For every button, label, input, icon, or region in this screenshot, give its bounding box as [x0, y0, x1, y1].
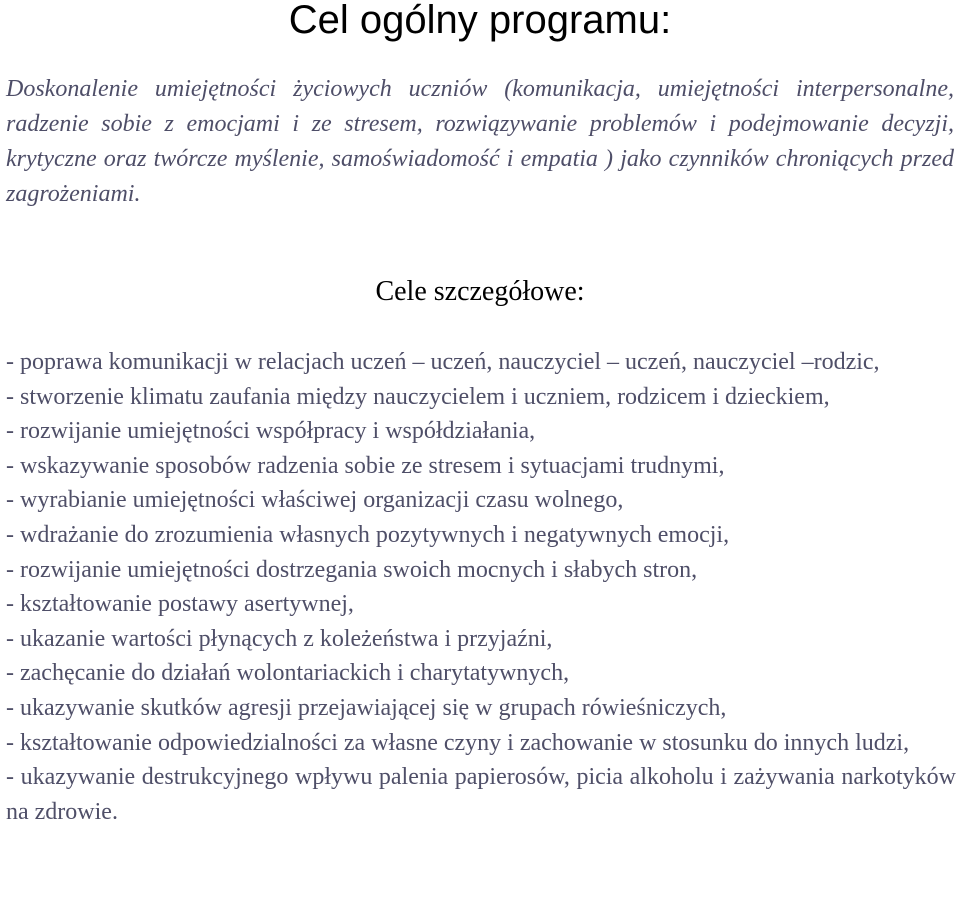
page-title: Cel ogólny programu: [288, 0, 672, 42]
objective-item: - wskazywanie sposobów radzenia sobie ze stresem i sytuacjami trudnymi, [6, 452, 725, 479]
objective-item: - zachęcanie do działań wolontariackich i charytatywnych, [6, 660, 570, 687]
objective-item: - rozwijanie umiejętności współpracy i współdziałania, [6, 418, 536, 445]
objective-item: - rozwijanie umiejętności dostrzegania swoich mocnych i słabych stron, [6, 556, 698, 583]
objective-item: - wyrabianie umiejętności właściwej organizacji czasu wolnego, [6, 487, 624, 514]
objective-item: - kształtowanie postawy asertywnej, [6, 591, 354, 618]
section-subtitle: Cele szczegółowe: [375, 276, 585, 307]
objective-item: - kształtowanie odpowiedzialności za własne czyny i zachowanie w stosunku do innych ludzi, [6, 729, 910, 756]
objective-item: - ukazywanie skutków agresji przejawiającej się w grupach rówieśniczych, [6, 694, 727, 721]
general-goal-paragraph: Doskonalenie umiejętności życiowych uczniów (komunikacja, umiejętności interpersonalne, radzenie sobie z emocjami i ze stresem, rozwiązywanie problemów i podejmowanie decyzji, krytyczne oraz twórcze myślenie, samoświadomość i empatia ) jako czynników chroniących przed zagrożeniami. [6, 76, 954, 207]
objective-item: - ukazywanie destrukcyjnego wpływu palenia papierosów, picia alkoholu i zażywania narkotyków na zdrowie. [6, 764, 956, 825]
objective-item: - wdrażanie do zrozumienia własnych pozytywnych i negatywnych emocji, [6, 521, 730, 548]
objective-item: - poprawa komunikacji w relacjach uczeń – uczeń, nauczyciel – uczeń, nauczyciel –rodzic, [6, 349, 880, 375]
objectives-list [6, 345, 956, 829]
objective-item: - ukazanie wartości płynących z koleżeństwa i przyjaźni, [6, 625, 553, 652]
objective-item: - stworzenie klimatu zaufania między nauczycielem i uczniem, rodzicem i dzieckiem, [6, 383, 830, 410]
